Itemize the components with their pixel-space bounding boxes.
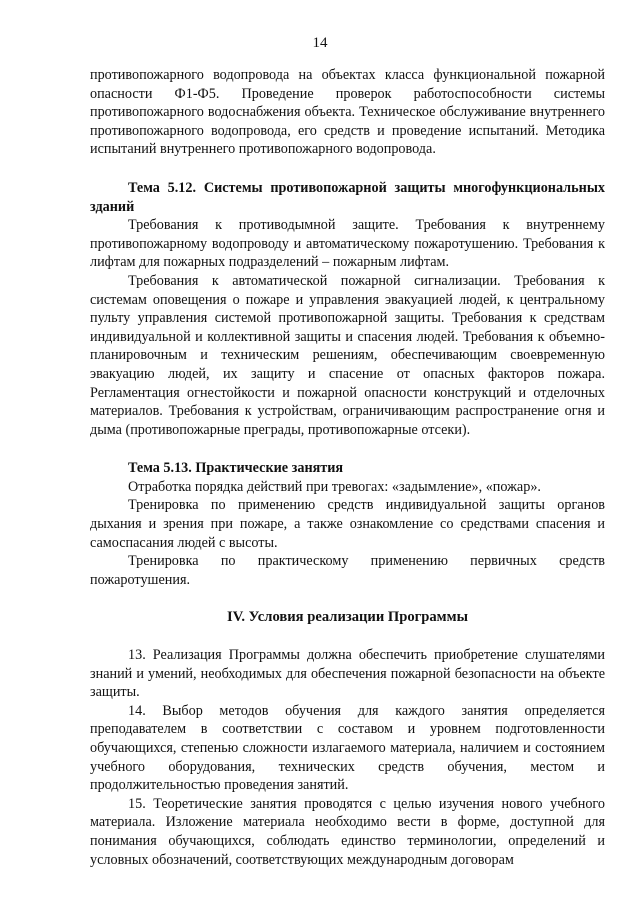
page-content — [90, 66, 605, 869]
topic-5-12-heading: Тема 5.12. Системы противопожарной защиты многофункциональных зданий — [90, 179, 605, 215]
intro-paragraph: противопожарного водопровода на объектах класса функциональной пожарной опасности Ф1-Ф5. Проведение проверок работоспособности системы противопожарного водоснабжения объекта. Техническое обслуживание внутреннего противопожарного водопровода, его средств и проведение испытаний. Методика испытаний внутреннего противопожарного водопровода. — [90, 67, 605, 158]
topic-5-12-paragraph: Требования к противодымной защите. Требования к внутреннему противопожарному водопроводу и автоматическому пожаротушению. Требования к лифтам для пожарных подразделений – пожарным лифтам. — [90, 217, 605, 271]
topic-5-13-paragraph: Тренировка по практическому применению первичных средств пожаротушения. — [90, 553, 605, 588]
topic-5-13-paragraph: Отработка порядка действий при тревогах: «задымление», «пожар». — [128, 478, 541, 495]
section-iv-paragraph: 15. Теоретические занятия проводятся с целью изучения нового учебного материала. Изложение материала необходимо вести в форме, доступной для понимания обучающихся, соблюдать единство терминологии, определений и условных обозначений, соответствующих международным договорам — [90, 795, 605, 868]
page-number: 14 — [312, 35, 328, 51]
section-iv-title: IV. Условия реализации Программы — [227, 609, 468, 626]
section-iv-paragraph: 14. Выбор методов обучения для каждого занятия определяется преподавателем в соответствии с составом и уровнем подготовленности обучающихся, степенью сложности излагаемого материала, наличием и состоянием учебного оборудования, технических средств обучения, местом и продолжительностью проведения занятий. — [90, 702, 605, 794]
topic-5-12-paragraph: Требования к автоматической пожарной сигнализации. Требования к системам оповещения о пожаре и управления эвакуацией людей, к центральному пульту управления системой противопожарной защиты. Требования к средствам индивидуальной и коллективной защиты и спасения людей. Требования к объемно-планировочным и техническим решениям, обеспечивающим своевременную эвакуацию людей, их защиту и спасение от опасных факторов пожара. Регламентация огнестойкости и пожарной опасности конструкций и отделочных материалов. Требования к устройствам, ограничивающим распространение огня и дыма (противопожарные преграды, противопожарные отсеки). — [90, 272, 605, 438]
topic-5-13-paragraph: Тренировка по применению средств индивидуальной защиты органов дыхания и зрения при пожаре, а также ознакомление со средствами спасения и самоспасания людей с высоты. — [90, 497, 605, 551]
topic-5-13-heading: Тема 5.13. Практические занятия — [128, 460, 344, 477]
section-iv-paragraph: 13. Реализация Программы должна обеспечить приобретение слушателями знаний и умений, необходимых для обеспечения пожарной безопасности на объекте защиты. — [90, 647, 605, 701]
